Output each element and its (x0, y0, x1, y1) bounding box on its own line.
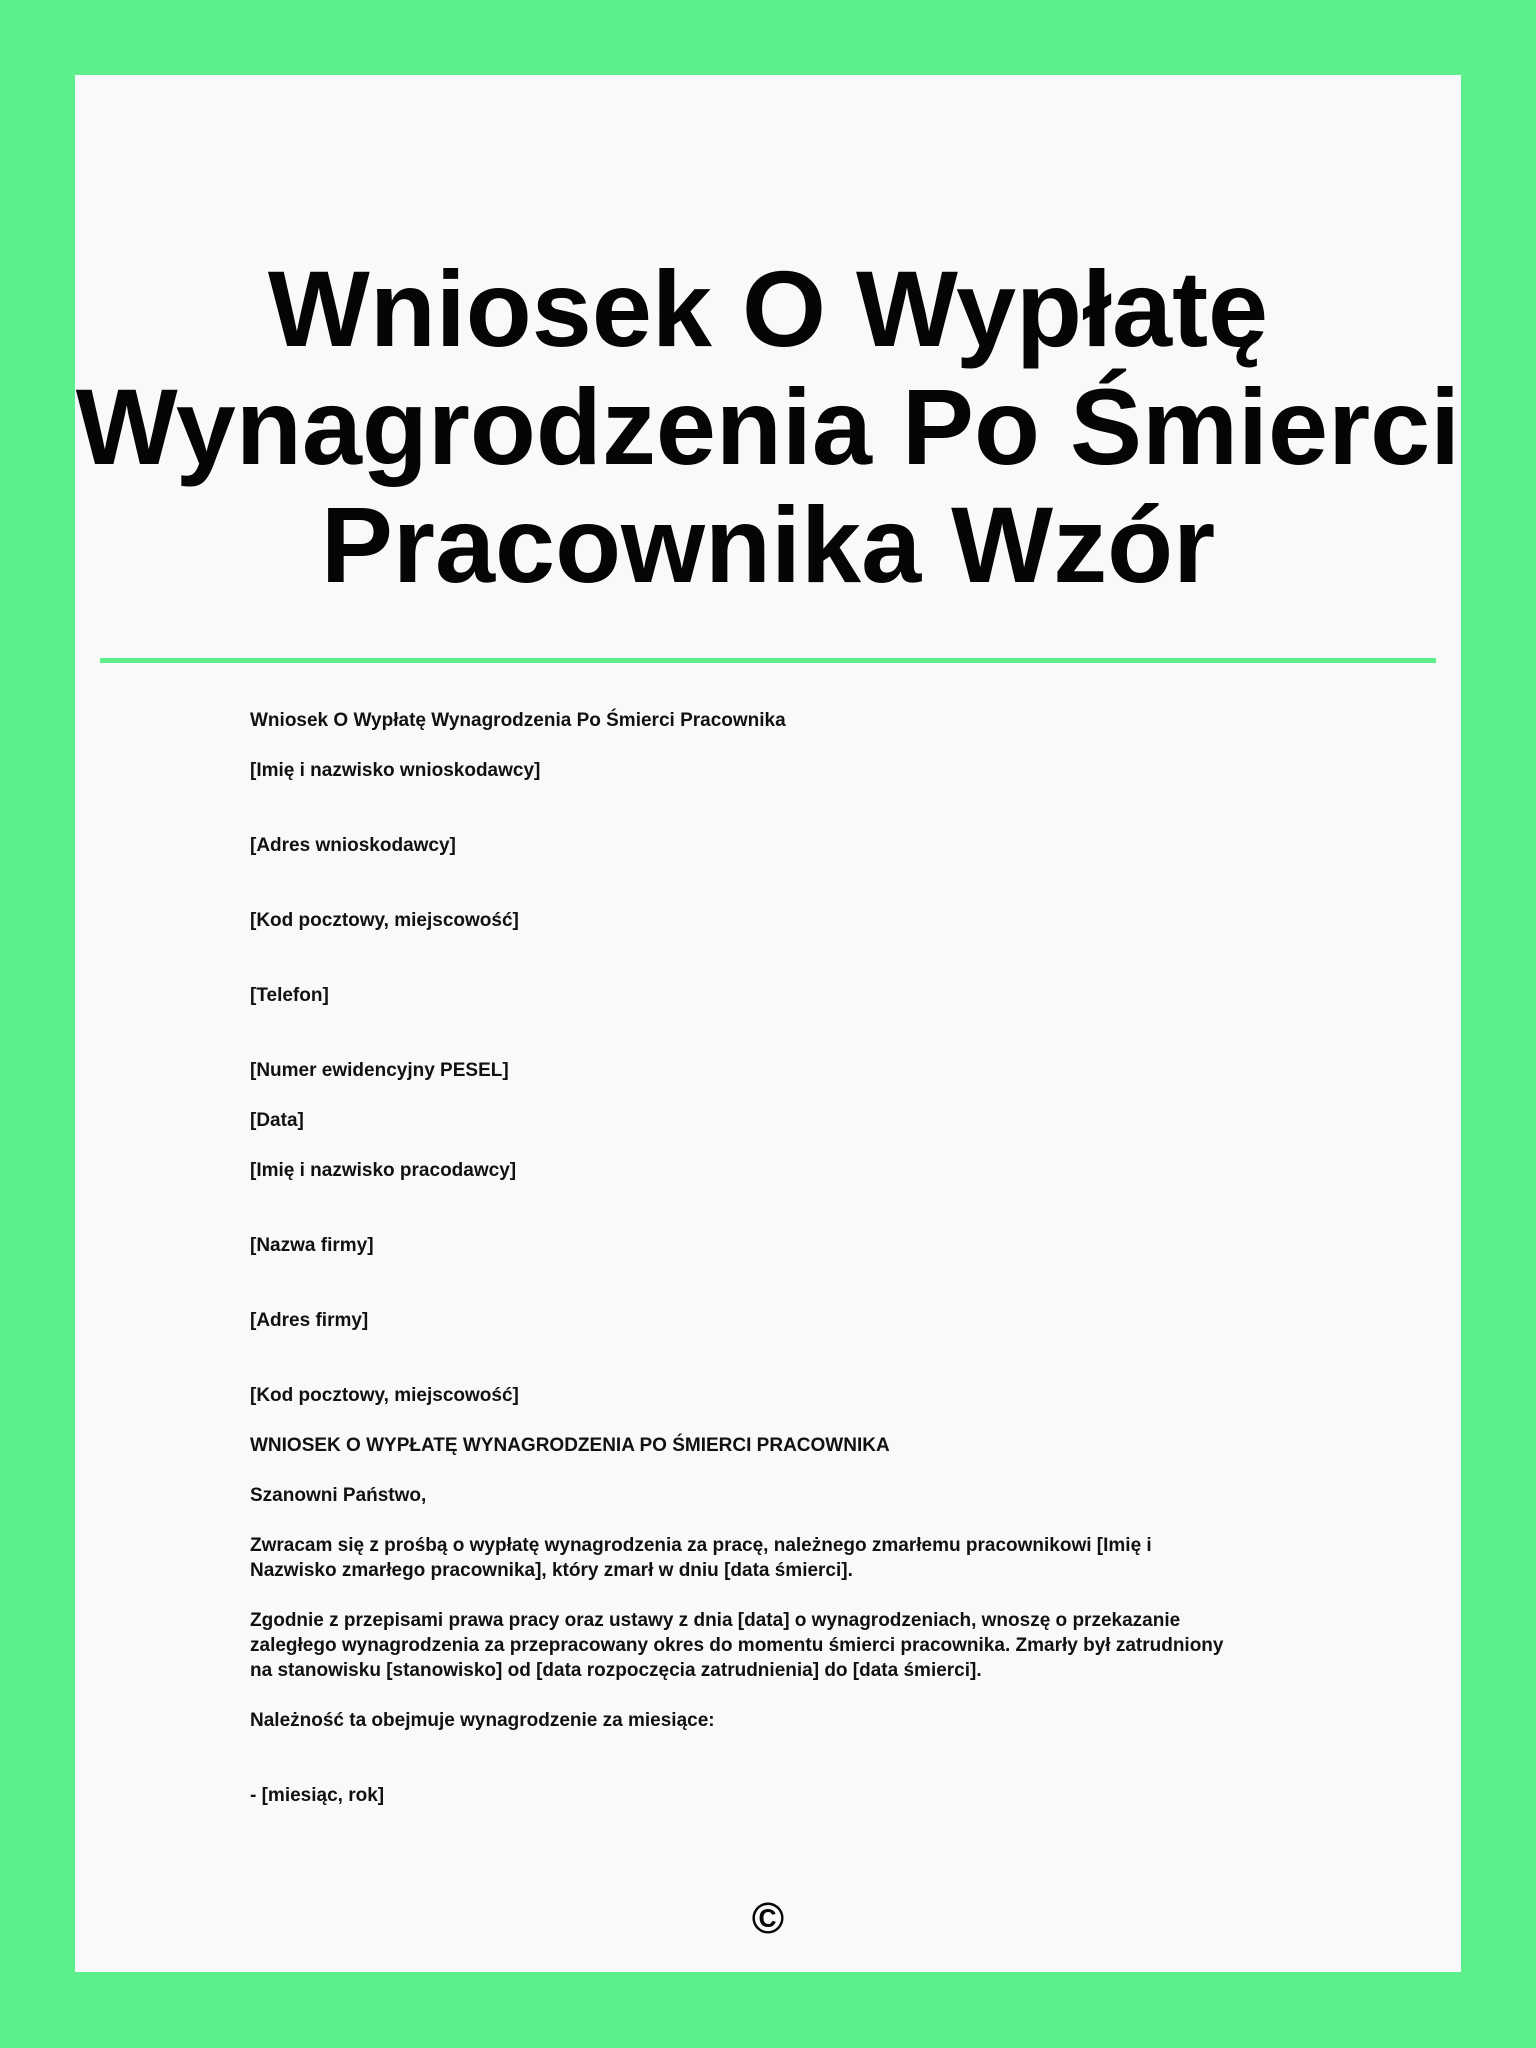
applicant-phone: [Telefon] (250, 985, 329, 1006)
employer-address: [Adres firmy] (250, 1310, 369, 1331)
document-page (75, 75, 1461, 1972)
title-line-1: Wniosek O Wypłatę (267, 248, 1269, 369)
applicant-postal-city: [Kod pocztowy, miejscowość] (250, 910, 519, 931)
letter-body (250, 708, 1310, 1808)
employer-postal-city: [Kod pocztowy, miejscowość] (250, 1385, 519, 1406)
page-title (75, 250, 1461, 604)
applicant-name: [Imię i nazwisko wnioskodawcy] (250, 760, 541, 781)
letter-paragraph-3: Należność ta obejmuje wynagrodzenie za miesiące: (250, 1710, 715, 1731)
letter-date: [Data] (250, 1110, 304, 1131)
copyright-icon: © (751, 1894, 785, 1943)
employer-company: [Nazwa firmy] (250, 1235, 374, 1256)
letter-paragraph-2: Zgodnie z przepisami prawa pracy oraz ustawy z dnia [data] o wynagrodzeniach, wnoszę o przekazanie zaległego wynagrodzenia za przepracowany okres do momentu śmierci pracownika. Zmarły był zatrudniony na stanowisku [stanowisko] od [data rozpoczęcia zatrudnienia] do [data śmierci]. (250, 1610, 1224, 1681)
title-line-2: Wynagrodzenia Po Śmierci (75, 366, 1461, 487)
letter-subtitle: Wniosek O Wypłatę Wynagrodzenia Po Śmierci Pracownika (250, 710, 786, 731)
letter-heading: WNIOSEK O WYPŁATĘ WYNAGRODZENIA PO ŚMIERCI PRACOWNIKA (250, 1435, 890, 1456)
applicant-address: [Adres wnioskodawcy] (250, 835, 456, 856)
title-divider (100, 658, 1436, 663)
employer-name: [Imię i nazwisko pracodawcy] (250, 1160, 517, 1181)
list-item: - [miesiąc, rok] (250, 1785, 385, 1806)
letter-paragraph-1: Zwracam się z prośbą o wypłatę wynagrodzenia za pracę, należnego zmarłemu pracownikowi [Imię i Nazwisko zmarłego pracownika], który zmarł w dniu [data śmierci]. (250, 1535, 1152, 1581)
applicant-pesel: [Numer ewidencyjny PESEL] (250, 1060, 509, 1081)
title-line-3: Pracownika Wzór (320, 484, 1216, 605)
letter-salutation: Szanowni Państwo, (250, 1485, 427, 1506)
